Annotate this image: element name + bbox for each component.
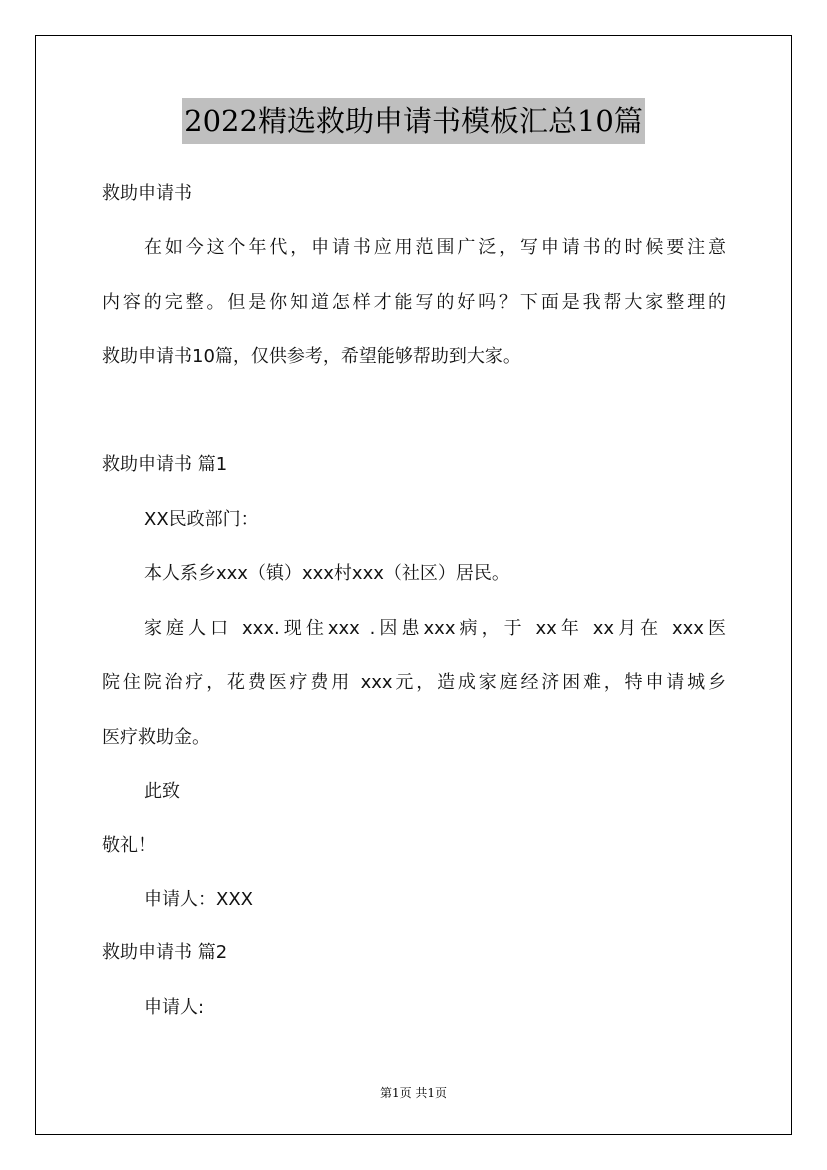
section-heading: 救助申请书 bbox=[102, 183, 192, 204]
section2-applicant: 申请人: bbox=[144, 997, 205, 1018]
intro-line-2: 内容的完整。但是你知道怎样才能写的好吗？下面是我帮大家整理的 bbox=[102, 292, 726, 313]
addressee: XX民政部门： bbox=[144, 509, 259, 530]
salute: 敬礼！ bbox=[102, 835, 156, 856]
section1-para2-line1: 家庭人口 xxx.现住xxx .因患xxx病，于 xx年 xx月在 xxx医 bbox=[144, 618, 726, 639]
section2-heading: 救助申请书 篇2 bbox=[102, 942, 228, 963]
title-container bbox=[0, 98, 827, 144]
section1-para2-line2: 院住院治疗，花费医疗费用 xxx元，造成家庭经济困难，特申请城乡 bbox=[102, 672, 726, 693]
intro-line-1: 在如今这个年代，申请书应用范围广泛，写申请书的时候要注意 bbox=[144, 237, 726, 258]
closing: 此致 bbox=[144, 781, 180, 802]
section1-heading: 救助申请书 篇1 bbox=[102, 454, 228, 475]
document-title: 2022精选救助申请书模板汇总10篇 bbox=[182, 98, 645, 144]
intro-line-3: 救助申请书10篇，仅供参考，希望能够帮助到大家。 bbox=[102, 346, 521, 367]
section1-para1: 本人系乡xxx（镇）xxx村xxx（社区）居民。 bbox=[144, 563, 510, 584]
signature: 申请人：XXX bbox=[144, 889, 253, 910]
page-footer: 第1页 共1页 bbox=[379, 1086, 448, 1100]
section1-para2-line3: 医疗救助金。 bbox=[102, 727, 210, 748]
